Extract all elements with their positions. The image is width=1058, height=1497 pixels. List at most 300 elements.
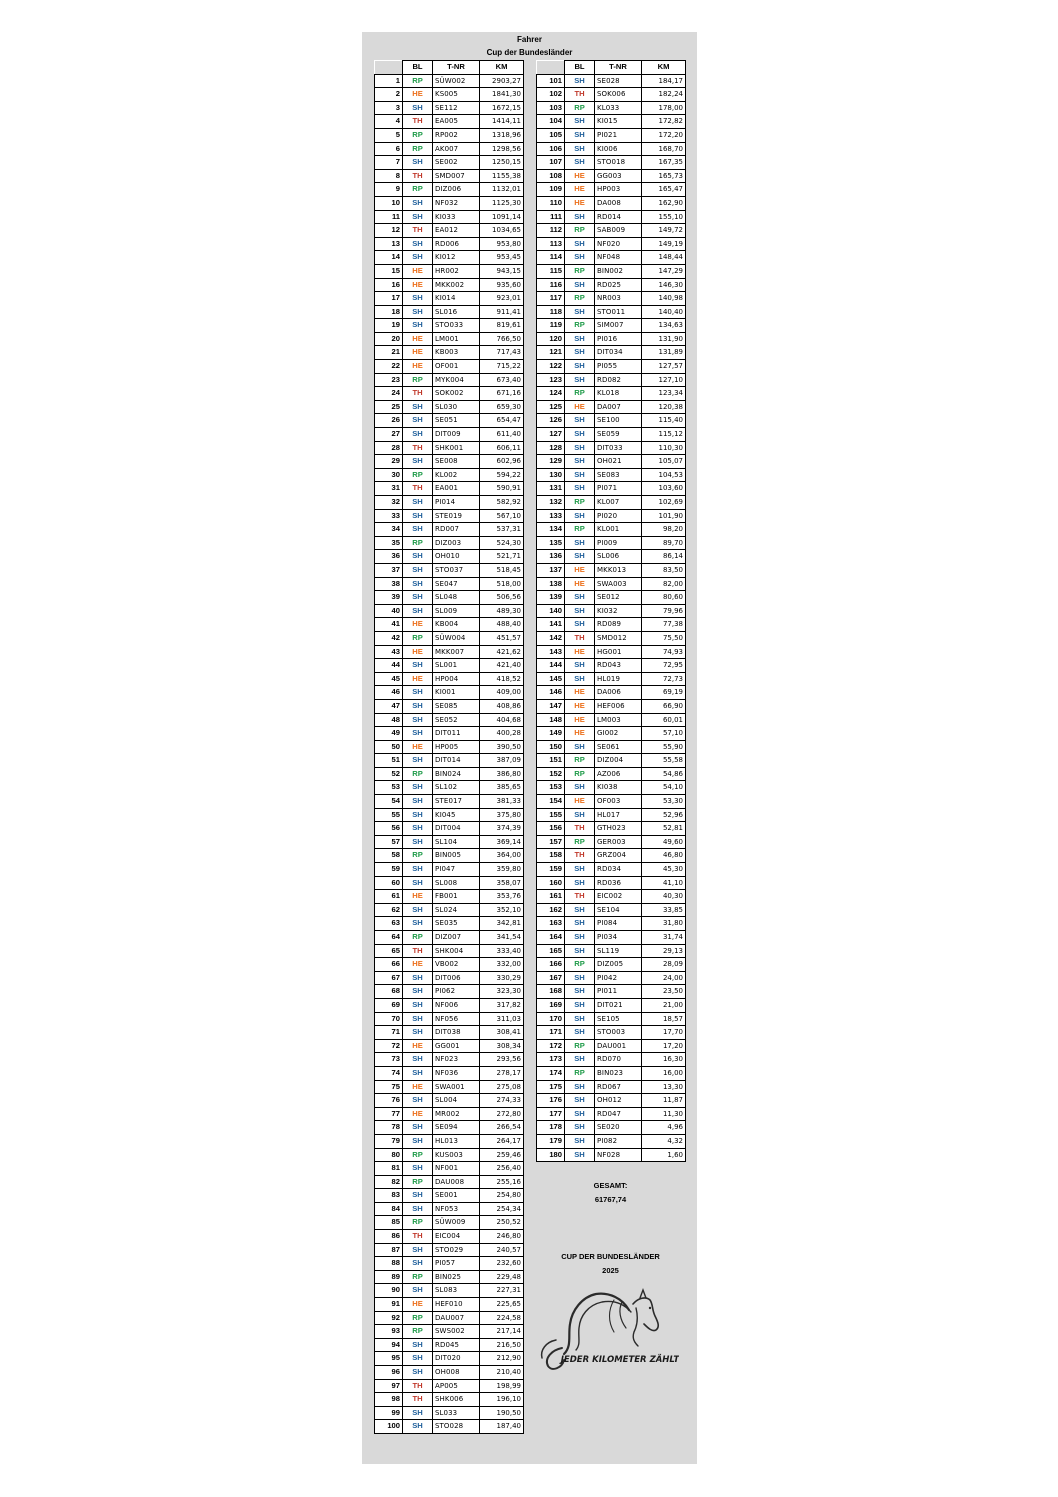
tnr-cell: HL013 <box>433 1134 480 1148</box>
bl-cell: HE <box>403 1107 433 1121</box>
table-row <box>375 876 524 890</box>
rank-cell: 156 <box>537 822 565 836</box>
bl-cell: RP <box>403 468 433 482</box>
table-row <box>375 1175 524 1189</box>
bl-cell: SH <box>403 1257 433 1271</box>
table-row <box>375 101 524 115</box>
km-cell: 246,80 <box>480 1230 524 1244</box>
table-row <box>375 1420 524 1434</box>
km-cell: 240,57 <box>480 1243 524 1257</box>
bl-cell: HE <box>403 264 433 278</box>
results-sheet <box>362 32 697 1464</box>
km-cell: 17,70 <box>642 1026 686 1040</box>
table-row <box>375 890 524 904</box>
bl-cell: SH <box>565 332 595 346</box>
km-cell: 272,80 <box>480 1107 524 1121</box>
table-row <box>537 332 686 346</box>
bl-cell: SH <box>403 876 433 890</box>
bl-cell: SH <box>403 795 433 809</box>
bl-cell: SH <box>403 822 433 836</box>
bl-cell: HE <box>403 332 433 346</box>
km-cell: 54,10 <box>642 781 686 795</box>
rank-cell: 17 <box>375 292 403 306</box>
tnr-cell: DA007 <box>595 400 642 414</box>
tnr-cell: EA005 <box>433 115 480 129</box>
bl-cell: SH <box>565 1134 595 1148</box>
km-cell: 225,65 <box>480 1298 524 1312</box>
bl-cell: RP <box>403 1311 433 1325</box>
bl-cell: RP <box>565 754 595 768</box>
tnr-cell: RD034 <box>595 863 642 877</box>
rank-cell: 44 <box>375 659 403 673</box>
km-cell: 602,96 <box>480 455 524 469</box>
table-row <box>375 292 524 306</box>
tnr-cell: DIT033 <box>595 441 642 455</box>
km-cell: 162,90 <box>642 196 686 210</box>
rank-cell: 143 <box>537 645 565 659</box>
rank-cell: 36 <box>375 550 403 564</box>
km-cell: 386,80 <box>480 767 524 781</box>
bl-cell: SH <box>565 482 595 496</box>
km-cell: 537,31 <box>480 523 524 537</box>
table-row <box>537 224 686 238</box>
rank-cell: 27 <box>375 428 403 442</box>
bl-cell: SH <box>565 876 595 890</box>
km-cell: 1841,30 <box>480 88 524 102</box>
km-cell: 1298,56 <box>480 142 524 156</box>
table-row <box>537 169 686 183</box>
rank-cell: 148 <box>537 713 565 727</box>
km-cell: 102,69 <box>642 496 686 510</box>
rank-cell: 120 <box>537 332 565 346</box>
table-row <box>375 346 524 360</box>
km-cell: 421,62 <box>480 645 524 659</box>
bl-cell: HE <box>565 183 595 197</box>
bl-cell: SH <box>565 428 595 442</box>
rank-cell: 22 <box>375 360 403 374</box>
rank-cell: 162 <box>537 903 565 917</box>
rank-cell: 131 <box>537 482 565 496</box>
km-cell: 418,52 <box>480 672 524 686</box>
bl-cell: SH <box>565 115 595 129</box>
table-row <box>537 1121 686 1135</box>
table-row <box>537 699 686 713</box>
tnr-cell: SE035 <box>433 917 480 931</box>
rank-cell: 132 <box>537 496 565 510</box>
rank-cell: 145 <box>537 672 565 686</box>
tnr-cell: NF001 <box>433 1162 480 1176</box>
tnr-cell: BIN024 <box>433 767 480 781</box>
tnr-cell: DIT004 <box>433 822 480 836</box>
table-row <box>375 1325 524 1339</box>
table-row <box>375 210 524 224</box>
bl-cell: RP <box>403 1148 433 1162</box>
rank-cell: 165 <box>537 944 565 958</box>
bl-cell: SH <box>403 577 433 591</box>
tnr-cell: GG001 <box>433 1039 480 1053</box>
tnr-cell: SMD007 <box>433 169 480 183</box>
bl-cell: SH <box>565 1094 595 1108</box>
rank-cell: 69 <box>375 998 403 1012</box>
km-cell: 52,81 <box>642 822 686 836</box>
rank-cell: 18 <box>375 305 403 319</box>
bl-cell: SH <box>565 237 595 251</box>
bl-cell: SH <box>565 781 595 795</box>
rank-cell: 65 <box>375 944 403 958</box>
table-row <box>375 998 524 1012</box>
bl-cell: TH <box>565 849 595 863</box>
km-cell: 60,01 <box>642 713 686 727</box>
table-row <box>375 1270 524 1284</box>
km-cell: 1250,15 <box>480 156 524 170</box>
table-row <box>375 795 524 809</box>
bl-cell: SH <box>565 604 595 618</box>
bl-cell: SH <box>403 1202 433 1216</box>
tnr-cell: STO003 <box>595 1026 642 1040</box>
rank-cell: 38 <box>375 577 403 591</box>
rank-cell: 86 <box>375 1230 403 1244</box>
km-cell: 400,28 <box>480 727 524 741</box>
km-cell: 342,81 <box>480 917 524 931</box>
bl-cell: SH <box>565 305 595 319</box>
km-cell: 715,22 <box>480 360 524 374</box>
bl-cell: RP <box>565 496 595 510</box>
table-row <box>375 1162 524 1176</box>
tnr-cell: BIN025 <box>433 1270 480 1284</box>
tnr-cell: HR002 <box>433 264 480 278</box>
tnr-cell: NF048 <box>595 251 642 265</box>
km-cell: 31,74 <box>642 931 686 945</box>
table-row <box>537 808 686 822</box>
tnr-cell: SL048 <box>433 591 480 605</box>
rank-cell: 49 <box>375 727 403 741</box>
km-cell: 953,80 <box>480 237 524 251</box>
tnr-cell: PI042 <box>595 971 642 985</box>
bl-cell: SH <box>403 591 433 605</box>
km-cell: 911,41 <box>480 305 524 319</box>
km-cell: 196,10 <box>480 1393 524 1407</box>
tnr-cell: KI012 <box>433 251 480 265</box>
tnr-cell: PI020 <box>595 509 642 523</box>
km-cell: 140,40 <box>642 305 686 319</box>
bl-cell: HE <box>403 1039 433 1053</box>
table-row <box>375 781 524 795</box>
rank-cell: 25 <box>375 400 403 414</box>
km-cell: 330,29 <box>480 971 524 985</box>
km-cell: 79,96 <box>642 604 686 618</box>
table-row <box>537 727 686 741</box>
tnr-cell: SL119 <box>595 944 642 958</box>
table-row <box>375 931 524 945</box>
tnr-cell: OH008 <box>433 1366 480 1380</box>
km-cell: 227,31 <box>480 1284 524 1298</box>
km-cell: 488,40 <box>480 618 524 632</box>
tnr-cell: SHK001 <box>433 441 480 455</box>
tnr-cell: DA006 <box>595 686 642 700</box>
bl-cell: SH <box>403 156 433 170</box>
km-cell: 75,50 <box>642 631 686 645</box>
bl-cell: RP <box>565 387 595 401</box>
bl-cell: SH <box>565 1053 595 1067</box>
km-cell: 582,92 <box>480 496 524 510</box>
tnr-cell: OF003 <box>595 795 642 809</box>
bl-cell: RP <box>565 958 595 972</box>
km-cell: 69,19 <box>642 686 686 700</box>
bl-cell: RP <box>565 835 595 849</box>
table-row <box>537 754 686 768</box>
tnr-cell: KI015 <box>595 115 642 129</box>
tnr-cell: RD047 <box>595 1107 642 1121</box>
km-cell: 606,11 <box>480 441 524 455</box>
bl-cell: SH <box>403 659 433 673</box>
bl-cell: RP <box>403 1216 433 1230</box>
km-cell: 89,70 <box>642 536 686 550</box>
bl-cell: HE <box>403 1080 433 1094</box>
table-row <box>375 754 524 768</box>
rank-cell: 123 <box>537 373 565 387</box>
km-cell: 55,90 <box>642 740 686 754</box>
bl-cell: SH <box>565 1148 595 1162</box>
table-row <box>375 1216 524 1230</box>
km-cell: 1125,30 <box>480 196 524 210</box>
km-cell: 16,30 <box>642 1053 686 1067</box>
bl-cell: RP <box>565 264 595 278</box>
table-row <box>537 428 686 442</box>
tnr-cell: HG001 <box>595 645 642 659</box>
bl-cell: TH <box>565 88 595 102</box>
km-cell: 33,85 <box>642 903 686 917</box>
tnr-cell: HEF006 <box>595 699 642 713</box>
rank-cell: 2 <box>375 88 403 102</box>
rank-cell: 90 <box>375 1284 403 1298</box>
bl-cell: SH <box>565 1012 595 1026</box>
km-cell: 506,56 <box>480 591 524 605</box>
tnr-cell: RD025 <box>595 278 642 292</box>
rank-cell: 68 <box>375 985 403 999</box>
bl-cell: SH <box>403 998 433 1012</box>
tnr-cell: DIT020 <box>433 1352 480 1366</box>
bl-cell: SH <box>403 1053 433 1067</box>
bl-cell: SH <box>403 1366 433 1380</box>
km-cell: 766,50 <box>480 332 524 346</box>
rank-cell: 34 <box>375 523 403 537</box>
bl-cell: RP <box>403 142 433 156</box>
km-cell: 178,00 <box>642 101 686 115</box>
km-cell: 13,30 <box>642 1080 686 1094</box>
km-cell: 155,10 <box>642 210 686 224</box>
bl-cell: TH <box>403 1230 433 1244</box>
table-row <box>537 822 686 836</box>
tnr-cell: NR003 <box>595 292 642 306</box>
km-cell: 594,22 <box>480 468 524 482</box>
table-row <box>537 128 686 142</box>
tnr-cell: SL083 <box>433 1284 480 1298</box>
rank-cell: 73 <box>375 1053 403 1067</box>
bl-cell: RP <box>565 1066 595 1080</box>
km-cell: 1155,38 <box>480 169 524 183</box>
rank-cell: 134 <box>537 523 565 537</box>
table-row <box>375 305 524 319</box>
tnr-cell: SE008 <box>433 455 480 469</box>
rank-cell: 159 <box>537 863 565 877</box>
km-cell: 28,09 <box>642 958 686 972</box>
rank-cell: 173 <box>537 1053 565 1067</box>
rank-cell: 127 <box>537 428 565 442</box>
rank-cell: 137 <box>537 563 565 577</box>
tnr-cell: RD014 <box>595 210 642 224</box>
km-cell: 374,39 <box>480 822 524 836</box>
tnr-cell: SE100 <box>595 414 642 428</box>
rank-header <box>375 61 403 75</box>
table-row <box>537 563 686 577</box>
bl-cell: SH <box>565 944 595 958</box>
bl-cell: SH <box>565 142 595 156</box>
table-row <box>375 128 524 142</box>
bl-cell: RP <box>403 931 433 945</box>
table-row <box>537 251 686 265</box>
tnr-cell: KI032 <box>595 604 642 618</box>
table-row <box>375 183 524 197</box>
table-row <box>375 727 524 741</box>
km-cell: 521,71 <box>480 550 524 564</box>
tnr-cell: SE020 <box>595 1121 642 1135</box>
bl-cell: SH <box>403 196 433 210</box>
rank-cell: 91 <box>375 1298 403 1312</box>
bl-cell: SH <box>565 740 595 754</box>
bl-cell: SH <box>403 455 433 469</box>
bl-cell: SH <box>565 346 595 360</box>
table-row <box>375 1352 524 1366</box>
rank-cell: 105 <box>537 128 565 142</box>
rank-cell: 150 <box>537 740 565 754</box>
table-row <box>375 550 524 564</box>
rank-cell: 66 <box>375 958 403 972</box>
table-row <box>375 563 524 577</box>
table-row <box>375 971 524 985</box>
rank-cell: 19 <box>375 319 403 333</box>
rank-cell: 6 <box>375 142 403 156</box>
km-cell: 167,35 <box>642 156 686 170</box>
km-cell: 101,90 <box>642 509 686 523</box>
km-cell: 24,00 <box>642 971 686 985</box>
km-cell: 224,58 <box>480 1311 524 1325</box>
km-cell: 943,15 <box>480 264 524 278</box>
km-cell: 103,60 <box>642 482 686 496</box>
tnr-cell: KI045 <box>433 808 480 822</box>
rank-cell: 113 <box>537 237 565 251</box>
table-row <box>537 604 686 618</box>
rank-cell: 170 <box>537 1012 565 1026</box>
tnr-cell: STO011 <box>595 305 642 319</box>
rank-cell: 79 <box>375 1134 403 1148</box>
rank-cell: 96 <box>375 1366 403 1380</box>
km-cell: 673,40 <box>480 373 524 387</box>
bl-cell: SH <box>403 863 433 877</box>
bl-cell: HE <box>565 686 595 700</box>
km-cell: 72,73 <box>642 672 686 686</box>
tnr-cell: SL008 <box>433 876 480 890</box>
table-row <box>375 115 524 129</box>
rank-cell: 167 <box>537 971 565 985</box>
rank-cell: 23 <box>375 373 403 387</box>
km-cell: 567,10 <box>480 509 524 523</box>
km-cell: 120,38 <box>642 400 686 414</box>
table-row <box>375 917 524 931</box>
bl-cell: SH <box>403 210 433 224</box>
bl-cell: SH <box>565 998 595 1012</box>
table-row <box>375 645 524 659</box>
bl-cell: SH <box>403 1094 433 1108</box>
rank-cell: 116 <box>537 278 565 292</box>
table-row <box>375 672 524 686</box>
table-row <box>375 224 524 238</box>
km-cell: 4,96 <box>642 1121 686 1135</box>
bl-cell: SH <box>403 1338 433 1352</box>
tnr-cell: SL033 <box>433 1406 480 1420</box>
km-cell: 255,16 <box>480 1175 524 1189</box>
rank-cell: 171 <box>537 1026 565 1040</box>
rank-cell: 26 <box>375 414 403 428</box>
table-row <box>375 1053 524 1067</box>
tnr-cell: KL002 <box>433 468 480 482</box>
rank-cell: 144 <box>537 659 565 673</box>
table-row <box>375 1080 524 1094</box>
tnr-cell: SL006 <box>595 550 642 564</box>
tnr-cell: RD045 <box>433 1338 480 1352</box>
bl-cell: SH <box>403 1189 433 1203</box>
rank-cell: 53 <box>375 781 403 795</box>
bl-cell: SH <box>565 74 595 88</box>
bl-cell: SH <box>403 754 433 768</box>
km-cell: 17,20 <box>642 1039 686 1053</box>
bl-cell: SH <box>565 128 595 142</box>
table-row <box>375 264 524 278</box>
rank-cell: 60 <box>375 876 403 890</box>
rank-cell: 109 <box>537 183 565 197</box>
rank-cell: 75 <box>375 1080 403 1094</box>
bl-cell: SH <box>565 591 595 605</box>
km-header: KM <box>642 61 686 75</box>
km-cell: 127,57 <box>642 360 686 374</box>
table-row <box>537 659 686 673</box>
km-cell: 18,57 <box>642 1012 686 1026</box>
km-cell: 518,45 <box>480 563 524 577</box>
bl-cell: TH <box>565 890 595 904</box>
bl-cell: SH <box>565 618 595 632</box>
tnr-cell: DAU007 <box>433 1311 480 1325</box>
table-row <box>375 482 524 496</box>
rank-cell: 81 <box>375 1162 403 1176</box>
tnr-cell: PI055 <box>595 360 642 374</box>
km-cell: 53,30 <box>642 795 686 809</box>
tnr-cell: BIN002 <box>595 264 642 278</box>
table-row <box>537 550 686 564</box>
bl-cell: HE <box>403 1298 433 1312</box>
rank-cell: 40 <box>375 604 403 618</box>
rank-cell: 3 <box>375 101 403 115</box>
km-cell: 333,40 <box>480 944 524 958</box>
bl-cell: RP <box>403 536 433 550</box>
bl-cell: RP <box>403 373 433 387</box>
km-cell: 375,80 <box>480 808 524 822</box>
rank-cell: 154 <box>537 795 565 809</box>
bl-cell: SH <box>403 496 433 510</box>
km-cell: 131,89 <box>642 346 686 360</box>
table-row <box>375 1066 524 1080</box>
tnr-cell: SIM007 <box>595 319 642 333</box>
table-row <box>375 414 524 428</box>
tnr-cell: MKK002 <box>433 278 480 292</box>
